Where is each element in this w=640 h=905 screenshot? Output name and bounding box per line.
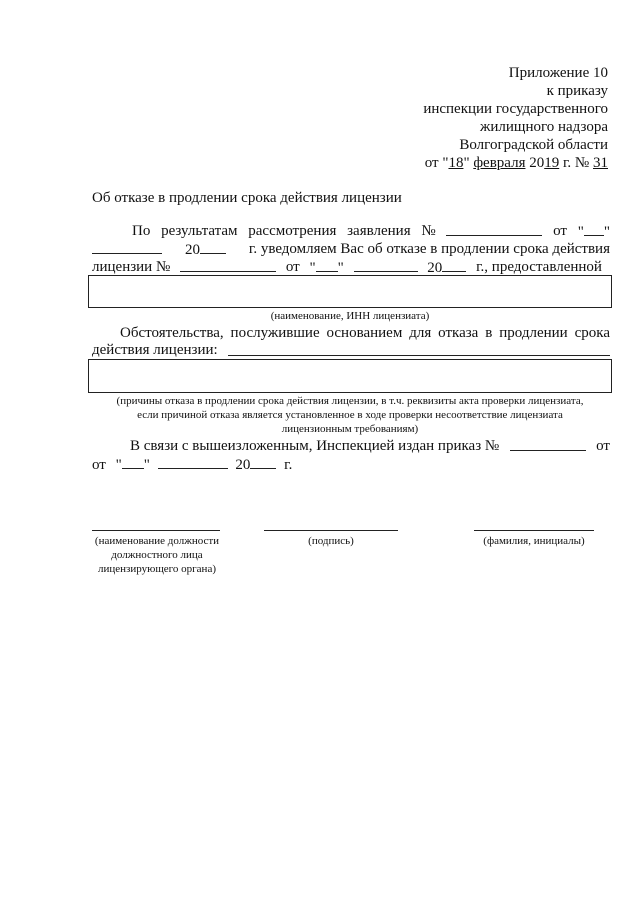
license-day-blank[interactable]	[316, 258, 338, 272]
year-blank[interactable]	[200, 240, 226, 254]
position-caption-2: должностного лица	[111, 549, 203, 561]
paragraph1-line1	[132, 222, 610, 241]
order-number-blank[interactable]	[510, 437, 586, 451]
word: рассмотрения	[248, 223, 337, 239]
position-line[interactable]	[92, 530, 220, 531]
application-number-blank[interactable]	[446, 222, 542, 236]
from-label: от	[92, 457, 106, 473]
order-issued-text: В связи с вышеизложенным, Инспекцией издан приказ №	[130, 438, 500, 454]
paragraph3-line2	[92, 455, 292, 474]
date-mid: "	[463, 155, 474, 171]
license-year-field: 20	[427, 258, 466, 277]
license-label: лицензии №	[92, 259, 171, 275]
reasons-input-box[interactable]	[88, 359, 612, 393]
word: №	[421, 223, 436, 239]
word: заявления	[347, 223, 411, 239]
signature-caption: (подпись)	[308, 535, 354, 547]
date-day-field: " "	[577, 224, 610, 240]
licensee-input-box[interactable]	[88, 275, 612, 308]
date-day: 18	[448, 155, 464, 171]
order-year-blank[interactable]	[250, 455, 276, 469]
date-prefix: от "	[424, 155, 449, 171]
order-day-blank[interactable]	[122, 455, 144, 469]
document-title: Об отказе в продлении срока действия лицензии	[92, 190, 402, 206]
date-year-a: 20	[525, 155, 545, 171]
order-year-field: 20	[235, 457, 276, 473]
day-blank[interactable]	[584, 222, 604, 236]
order-day-field: " "	[115, 457, 150, 473]
licensee-caption: (наименование, ИНН лицензиата)	[270, 310, 430, 322]
reasons-caption-1: (причины отказа в продлении срока действия лицензии, в т.ч. реквизиты акта проверки лицензиата,	[116, 395, 584, 407]
date-month: февраля	[473, 155, 526, 171]
from-label: от	[596, 438, 610, 454]
month-blank[interactable]	[92, 240, 162, 254]
from-label: от	[285, 259, 300, 275]
date-year-b: 19	[544, 155, 560, 171]
region-name: Волгоградской области	[459, 137, 608, 153]
date-suffix: г. №	[559, 155, 593, 171]
name-line[interactable]	[474, 530, 594, 531]
word: от	[553, 223, 567, 239]
reasons-line	[228, 355, 610, 356]
license-month-blank[interactable]	[354, 258, 418, 272]
inspection-name: инспекции государственного	[423, 101, 608, 117]
position-caption-1: (наименование должности	[94, 535, 220, 547]
notice-text: г. уведомляем Вас об отказе в продлении срока действия	[248, 241, 610, 257]
inspection-name-2: жилищного надзора	[479, 119, 608, 135]
reasons-caption-2: если причиной отказа является установленное в ходе проверки несоответствие лицензиата	[137, 409, 563, 421]
year-suffix: г.	[284, 457, 293, 473]
position-caption-3: лицензирующего органа)	[97, 563, 216, 575]
name-caption: (фамилия, инициалы)	[483, 535, 585, 547]
year-field: 20	[185, 240, 226, 259]
signature-line[interactable]	[264, 530, 398, 531]
reasons-caption-3: лицензионным требованиям)	[281, 423, 419, 435]
paragraph2-line1: Обстоятельства, послужившие основанием для отказа в продлении срока	[120, 325, 610, 341]
provided-label: г., предоставленной	[476, 259, 602, 275]
order-month-blank[interactable]	[158, 455, 228, 469]
order-ref: к приказу	[546, 83, 608, 99]
paragraph1-line2	[92, 240, 610, 259]
appendix-label: Приложение 10	[508, 65, 608, 81]
word: По	[132, 223, 151, 239]
paragraph2-line2: действия лицензии:	[92, 342, 218, 358]
order-number: 31	[593, 155, 608, 171]
license-day-field: " "	[309, 260, 344, 276]
order-date	[425, 154, 608, 172]
paragraph3-line1	[130, 437, 610, 455]
license-year-blank[interactable]	[442, 258, 466, 272]
license-number-blank[interactable]	[180, 258, 276, 272]
word: результатам	[161, 223, 238, 239]
